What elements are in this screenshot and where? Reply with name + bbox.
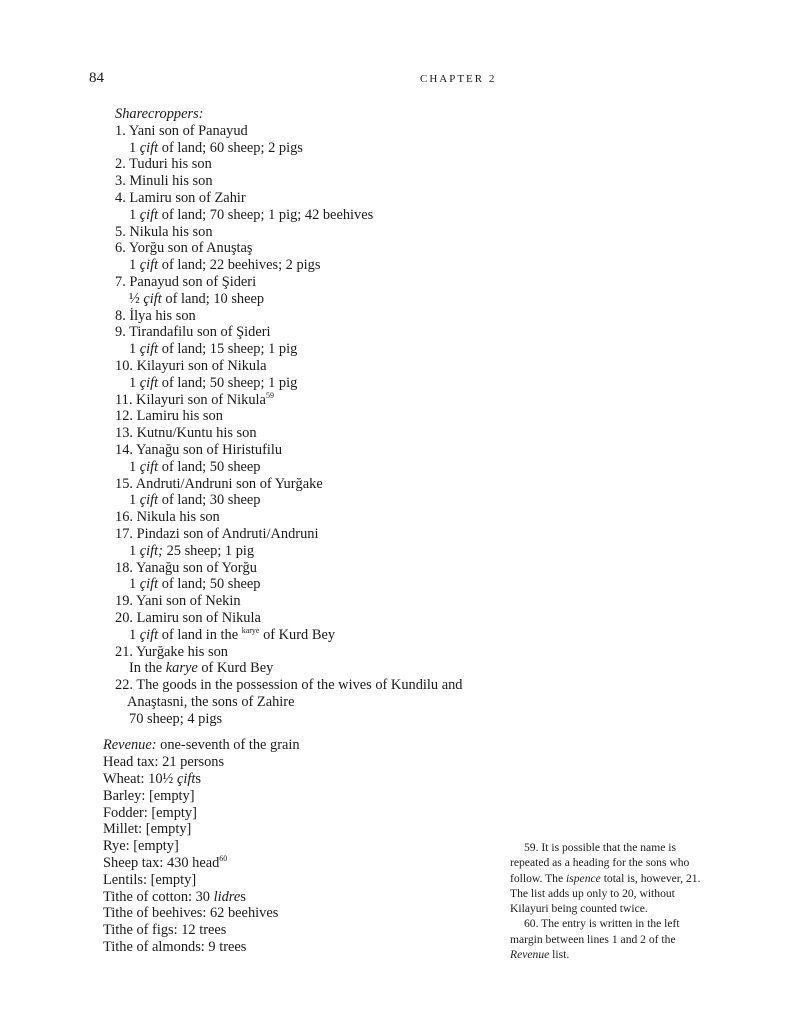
- entry-name: 22. The goods in the possession of the wives of Kundilu and: [115, 677, 463, 694]
- page-number: 84: [89, 70, 104, 86]
- sharecropper-entry: [115, 442, 483, 459]
- revenue-item-text: Wheat: 10½: [103, 771, 177, 788]
- holdings-text: of Kurd Bey: [259, 626, 336, 643]
- entry-name: 4. Lamiru son of Zahir: [115, 189, 246, 206]
- entry-name: 2. Tuduri his son: [115, 156, 212, 173]
- entry-name: 7. Panayud son of Şideri: [115, 273, 257, 290]
- footnote-text: Revenue: [510, 948, 550, 962]
- holdings-text: 1: [129, 206, 140, 223]
- holdings-text: of land; 30 sheep: [158, 492, 261, 509]
- entry-name: 12. Lamiru his son: [115, 408, 223, 425]
- holdings-text: 1: [129, 257, 140, 274]
- holdings-text: 1: [129, 626, 140, 643]
- entry-name: 19. Yani son of Nekin: [115, 593, 241, 610]
- footnotes: [510, 840, 710, 962]
- sharecropper-entry: [115, 240, 483, 257]
- footnote-text: 60. The entry is written in the left margin between lines 1 and 2 of the: [510, 917, 680, 946]
- entry-holdings: [115, 140, 483, 157]
- entry-name: 1. Yani son of Panayud: [115, 122, 248, 139]
- sharecropper-entry: [115, 358, 483, 375]
- entry-name: 3. Minuli his son: [115, 173, 213, 190]
- revenue-item: [103, 922, 483, 939]
- entry-name: 9. Tirandafilu son of Şideri: [115, 324, 271, 341]
- footnote-text: list.: [549, 948, 570, 962]
- revenue-item-text: Tithe of beehives: 62 beehives: [103, 905, 279, 922]
- footnote-ref: 59: [265, 390, 274, 400]
- holdings-text: of land; 15 sheep; 1 pig: [158, 341, 298, 358]
- holdings-text: of land; 50 sheep: [158, 458, 261, 475]
- holdings-text: çift: [139, 139, 159, 156]
- entry-holdings: [115, 459, 483, 476]
- revenue-item-text: s: [195, 771, 201, 788]
- revenue-item-text: Tithe of almonds: 9 trees: [103, 939, 247, 956]
- holdings-text: ½: [129, 290, 144, 307]
- sharecropper-entry: [115, 224, 483, 241]
- entry-holdings: [115, 375, 483, 392]
- holdings-text: 1: [129, 576, 140, 593]
- entry-name: 16. Nikula his son: [115, 509, 220, 526]
- sharecroppers-heading: Sharecroppers:: [115, 106, 204, 122]
- entry-name: 21. Yurğake his son: [115, 643, 228, 660]
- holdings-text: 1: [129, 458, 140, 475]
- running-head: CHAPTER 2: [420, 73, 497, 85]
- sharecropper-entry: [115, 677, 483, 694]
- entry-name: 17. Pindazi son of Andruti/Andruni: [115, 525, 319, 542]
- sharecropper-entry: [115, 593, 483, 610]
- holdings-text: of land in the: [158, 626, 242, 643]
- revenue-item-text: Sheep tax: 430 head: [103, 855, 220, 872]
- holdings-text: çift: [139, 206, 159, 223]
- revenue-item-text: Barley: [empty]: [103, 787, 195, 804]
- holdings-text: çift: [139, 626, 159, 643]
- entry-name: 11. Kilayuri son of Nikula: [115, 391, 266, 408]
- revenue-item-text: Millet: [empty]: [103, 821, 192, 838]
- entry-name: 18. Yanağu son of Yorğu: [115, 559, 257, 576]
- entry-name: 5. Nikula his son: [115, 223, 213, 240]
- revenue-heading: [103, 737, 483, 754]
- sharecropper-entry: [115, 610, 483, 627]
- main-text: [103, 106, 483, 956]
- entry-name: 15. Andruti/Andruni son of Yurğake: [115, 475, 323, 492]
- revenue-item: [103, 889, 483, 906]
- holdings-text: karye: [165, 660, 198, 677]
- revenue-item: [103, 838, 483, 855]
- sharecropper-entry: [115, 324, 483, 341]
- sharecropper-entry: [115, 156, 483, 173]
- revenue-item: [103, 872, 483, 889]
- holdings-text: çift: [143, 290, 162, 307]
- revenue-item: [103, 771, 483, 788]
- revenue-block: [103, 737, 483, 955]
- entry-name: 14. Yanağu son of Hiristufilu: [115, 441, 283, 458]
- footnote: [510, 840, 710, 916]
- holdings-text: of land; 22 beehives; 2 pigs: [158, 257, 321, 274]
- holdings-text: of land; 50 sheep: [158, 576, 261, 593]
- entry-name: 10. Kilayuri son of Nikula: [115, 357, 267, 374]
- entry-holdings: [115, 543, 483, 560]
- holdings-text: 25 sheep; 1 pig: [162, 542, 255, 559]
- holdings-text: çift: [139, 374, 159, 391]
- revenue-item-text: Fodder: [empty]: [103, 804, 197, 821]
- revenue-item: [103, 939, 483, 956]
- revenue-item: [103, 855, 483, 872]
- sharecropper-entry: [115, 526, 483, 543]
- revenue-item-text: lidre: [213, 888, 241, 905]
- entry-holdings: [115, 257, 483, 274]
- holdings-text: 1: [129, 374, 140, 391]
- sharecropper-entry: [115, 392, 483, 409]
- footnote: [510, 916, 710, 962]
- holdings-text: çift: [139, 458, 159, 475]
- revenue-item-text: s: [240, 888, 246, 905]
- revenue-item: [103, 905, 483, 922]
- holdings-text: çift: [139, 576, 159, 593]
- footnote-text: ispence: [566, 871, 601, 885]
- entry-holdings: [115, 660, 483, 677]
- revenue-item: [103, 805, 483, 822]
- holdings-text: 70 sheep; 4 pigs: [129, 710, 223, 727]
- holdings-text: çift: [139, 257, 159, 274]
- sharecroppers-list: [103, 123, 483, 728]
- sharecropper-entry: [115, 190, 483, 207]
- holdings-text: In the: [129, 660, 166, 677]
- holdings-text: 1: [129, 492, 140, 509]
- entry-continuation: Anaştasni, the sons of Zahire: [127, 693, 295, 710]
- sharecropper-entry: [115, 509, 483, 526]
- holdings-text: 1: [129, 139, 140, 156]
- sharecropper-entry: [115, 274, 483, 291]
- holdings-text: of land; 60 sheep; 2 pigs: [158, 139, 303, 156]
- holdings-text: çift: [139, 492, 159, 509]
- revenue-item-text: Rye: [empty]: [103, 838, 179, 855]
- holdings-text: 1: [129, 542, 140, 559]
- holdings-text: çift;: [139, 542, 163, 559]
- revenue-item: [103, 821, 483, 838]
- entry-name: 13. Kutnu/Kuntu his son: [115, 425, 257, 442]
- revenue-item-text: Tithe of cotton: 30: [103, 888, 214, 905]
- footnote-text: 59. It is possible that the name is repeated as a heading for the sons who follow. The: [510, 841, 690, 885]
- holdings-text: 1: [129, 341, 140, 358]
- entry-name: 8. İlya his son: [115, 307, 196, 324]
- sharecropper-entry: [115, 425, 483, 442]
- revenue-item-text: çift: [176, 771, 196, 788]
- sharecropper-entry: [115, 644, 483, 661]
- entry-holdings: [115, 291, 483, 308]
- revenue-list: [103, 754, 483, 956]
- entry-name: 20. Lamiru son of Nikula: [115, 609, 261, 626]
- revenue-item-text: Tithe of figs: 12 trees: [103, 922, 227, 939]
- sharecropper-entry: [115, 123, 483, 140]
- entry-holdings: [115, 492, 483, 509]
- revenue-item-text: Lentils: [empty]: [103, 871, 197, 888]
- holdings-text: çift: [139, 341, 159, 358]
- revenue-item: [103, 754, 483, 771]
- sharecropper-entry: [115, 560, 483, 577]
- entry-holdings: [115, 711, 483, 728]
- sharecropper-entry: [115, 408, 483, 425]
- sharecropper-entry: [115, 173, 483, 190]
- footnote-text: total is, however, 21. The list adds up only to 20, without Kilayuri being counted twice.: [510, 871, 701, 916]
- entry-holdings: [115, 627, 483, 644]
- holdings-text: of Kurd Bey: [197, 660, 274, 677]
- entry-name: 6. Yorğu son of Anuştaş: [115, 240, 253, 257]
- revenue-text: one-seventh of the grain: [156, 737, 300, 754]
- sharecropper-entry: [115, 476, 483, 493]
- entry-holdings: [115, 207, 483, 224]
- revenue-item-text: Head tax: 21 persons: [103, 754, 225, 771]
- holdings-text: of land; 10 sheep: [161, 290, 265, 307]
- footnote-ref: karye: [241, 625, 260, 635]
- holdings-text: of land; 50 sheep; 1 pig: [158, 374, 298, 391]
- revenue-item: [103, 788, 483, 805]
- entry-holdings: [115, 341, 483, 358]
- sharecropper-entry: [115, 308, 483, 325]
- holdings-text: of land; 70 sheep; 1 pig; 42 beehives: [158, 206, 374, 223]
- revenue-label: Revenue:: [103, 737, 157, 754]
- footnote-ref: 60: [219, 854, 228, 864]
- entry-holdings: [115, 576, 483, 593]
